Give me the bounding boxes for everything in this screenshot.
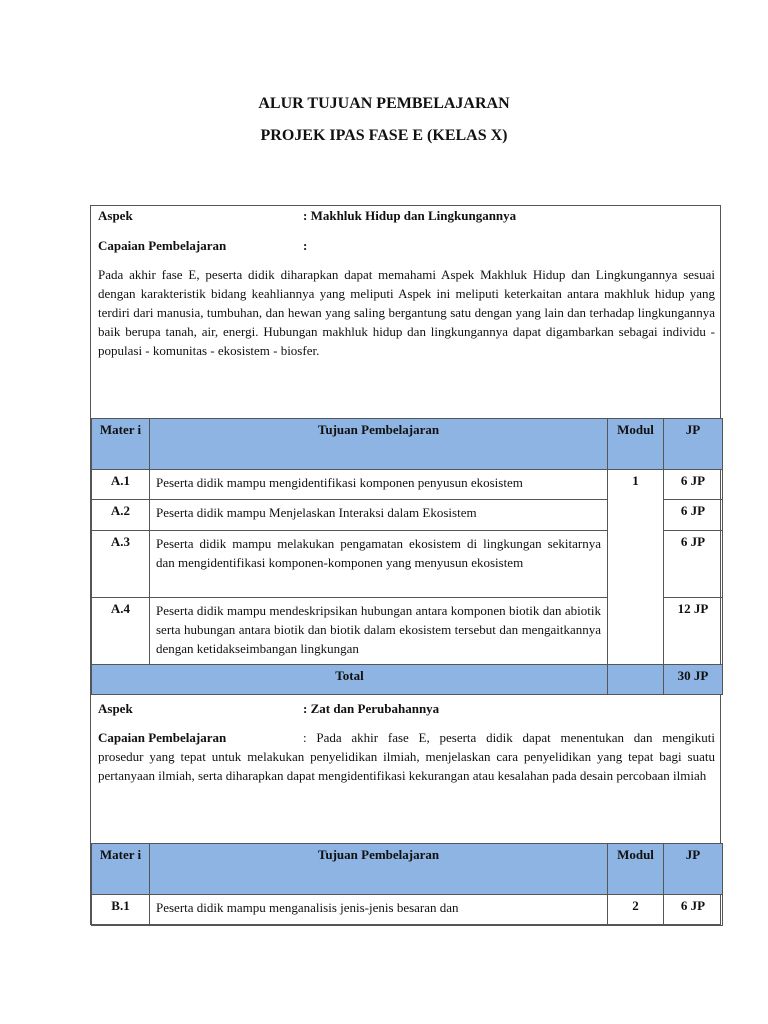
total-label: Total	[92, 665, 608, 695]
capaian-text-1: Pada akhir fase E, peserta didik diharapkan dapat memahami Aspek Makhluk Hidup dan Lingkungannya sesuai dengan karakteristik bidang keahliannya yang meliputi Aspek ini meliputi keterkaitan antara makhluk hidup yang terdiri dari manusia, tumbuhan, dan hewan yang saling bergantung satu dengan yang lain dan terhadap lingkungannya baik berupa tanah, air, energi. Hubungan makhluk hidup dan lingkungannya dapat digambarkan sebagai individu - populasi - komunitas - ekosistem - biosfer.	[98, 267, 715, 358]
table-row	[92, 470, 723, 500]
header-modul: Modul	[608, 844, 664, 895]
total-row	[92, 665, 723, 695]
page-title: ALUR TUJUAN PEMBELAJARAN	[258, 95, 510, 112]
capaian-text-2: prosedur yang tepat untuk melakukan penyelidikan ilmiah, menjelaskan cara penyelidikan yang tepat bagi suatu pertanyaan ilmiah, serta diharapkan dapat mengidentifikasi kekurangan atau kesalahan pada desain percobaan ilmiah	[98, 749, 715, 783]
jp-cell: 6 JP	[664, 531, 723, 598]
tujuan-cell: Peserta didik mampu mengidentifikasi komponen penyusun ekosistem	[150, 470, 608, 500]
header-jp: JP	[664, 419, 723, 470]
modul-cell: 1	[608, 470, 664, 665]
capaian-block-2	[98, 728, 715, 785]
aspek-label-1: Aspek	[98, 208, 133, 223]
document-frame	[90, 205, 721, 925]
jp-cell: 6 JP	[664, 470, 723, 500]
jp-cell: 12 JP	[664, 598, 723, 665]
header-jp: JP	[664, 844, 723, 895]
tujuan-cell: Peserta didik mampu melakukan pengamatan ekosistem di lingkungan sekitarnya dan mengidentifikasi komponen-komponen yang menyusun ekosistem	[150, 531, 608, 598]
header-materi: Mater i	[92, 419, 150, 470]
header-modul: Modul	[608, 419, 664, 470]
materi-cell: A.2	[92, 500, 150, 531]
header-materi: Mater i	[92, 844, 150, 895]
capaian-label-2: Capaian Pembelajaran	[98, 730, 227, 745]
header-tujuan: Tujuan Pembelajaran	[150, 419, 608, 470]
jp-cell: 6 JP	[664, 500, 723, 531]
page-subtitle: PROJEK IPAS FASE E (KELAS X)	[260, 127, 508, 144]
tujuan-cell: Peserta didik mampu mendeskripsikan hubungan antara komponen biotik dan abiotik serta hubungan antara biotik dan biotik dalam ekosistem tersebut dan mengaitkannya dengan ketidakseimbangan lingkungan	[150, 598, 608, 665]
aspek-value-1: : Makhluk Hidup dan Lingkungannya	[303, 208, 517, 223]
total-modul-cell	[608, 665, 664, 695]
capaian-label-1: Capaian Pembelajaran	[98, 238, 227, 253]
capaian-colon-1: :	[303, 238, 308, 253]
materi-cell: A.4	[92, 598, 150, 665]
tujuan-table-1	[91, 418, 723, 695]
materi-cell: A.3	[92, 531, 150, 598]
capaian-inline-2: : Pada akhir fase E, peserta didik dapat menentukan dan mengikuti	[303, 730, 715, 745]
materi-cell: A.1	[92, 470, 150, 500]
aspek-value-2: : Zat dan Perubahannya	[303, 701, 440, 716]
tujuan-cell: Peserta didik mampu menganalisis jenis-jenis besaran dan	[150, 895, 608, 926]
capaian-first-line-2	[98, 728, 715, 747]
table-row	[92, 895, 723, 926]
materi-cell: B.1	[92, 895, 150, 926]
header-tujuan: Tujuan Pembelajaran	[150, 844, 608, 895]
tujuan-table-2	[91, 843, 723, 926]
total-jp: 30 JP	[664, 665, 723, 695]
table-header-row	[92, 419, 723, 470]
aspek-label-2: Aspek	[98, 701, 133, 716]
table-header-row	[92, 844, 723, 895]
modul-cell: 2	[608, 895, 664, 926]
tujuan-cell: Peserta didik mampu Menjelaskan Interaksi dalam Ekosistem	[150, 500, 608, 531]
jp-cell: 6 JP	[664, 895, 723, 926]
